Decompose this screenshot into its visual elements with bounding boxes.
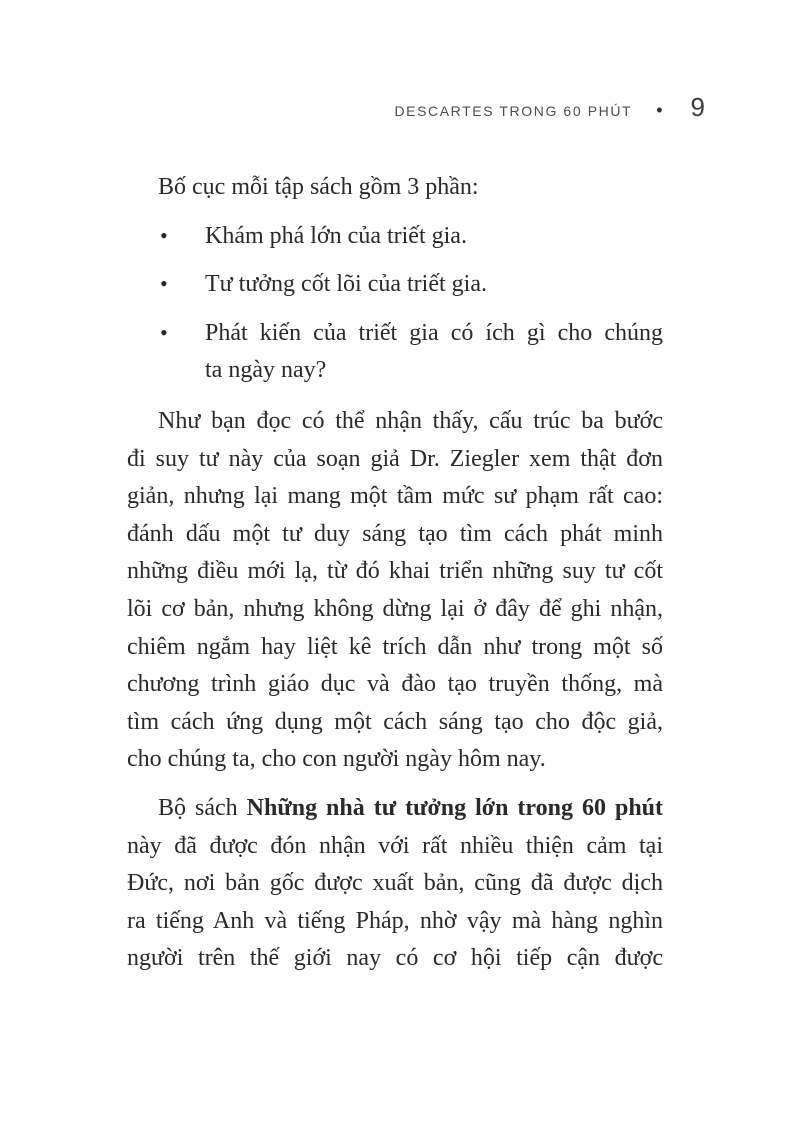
- text-line: chiêm ngắm hay liệt kê trích dẫn như trong một số: [127, 633, 663, 660]
- text-segment: Bộ sách: [158, 794, 247, 821]
- text-column: [127, 169, 663, 989]
- text-line: chương trình giáo dục và đào tạo truyền thống, mà: [127, 671, 663, 698]
- text-line: Đức, nơi bản gốc được xuất bản, cũng đã được dịch: [127, 870, 663, 897]
- text-line: những điều mới lạ, từ đó khai triển những suy tư cốt: [127, 558, 663, 585]
- text-line: đi suy tư này của soạn giả Dr. Ziegler xem thật đơn: [127, 445, 663, 472]
- bullet-icon: •: [160, 319, 168, 345]
- bullet-list: [127, 218, 663, 390]
- bullet-item: [127, 218, 663, 256]
- text-line: tìm cách ứng dụng một cách sáng tạo cho độc giả,: [127, 708, 663, 735]
- bullet-icon: •: [160, 222, 168, 248]
- separator-dot-icon: •: [656, 100, 663, 120]
- bullet-item: [127, 315, 663, 390]
- paragraph: [127, 403, 663, 779]
- book-series-title: Những nhà tư tưởng lớn trong 60 phút: [246, 794, 664, 821]
- text-line: [127, 790, 663, 828]
- text-line: cho chúng ta, cho con người ngày hôm nay.: [127, 746, 546, 773]
- text-line: người trên thế giới nay có cơ hội tiếp cận được: [127, 945, 663, 972]
- bullet-icon: •: [160, 271, 168, 297]
- bullet-line: Khám phá lớn của triết gia.: [205, 222, 467, 249]
- text-line: giản, nhưng lại mang một tầm mức sư phạm rất cao:: [127, 483, 663, 510]
- bullet-line: Phát kiến của triết gia có ích gì cho chúng: [205, 319, 663, 346]
- page-number: 9: [690, 92, 705, 122]
- running-title: DESCARTES TRONG 60 PHÚT: [394, 103, 633, 119]
- bullet-item: [127, 266, 663, 304]
- intro-paragraph: [127, 169, 663, 207]
- text-line: lõi cơ bản, nhưng không dừng lại ở đây để ghi nhận,: [127, 595, 663, 622]
- bullet-line: Tư tưởng cốt lõi của triết gia.: [205, 271, 487, 298]
- text-line: ra tiếng Anh và tiếng Pháp, nhờ vậy mà hàng nghìn: [127, 907, 663, 934]
- running-head: [0, 92, 705, 123]
- text-line: Bố cục mỗi tập sách gồm 3 phần:: [158, 174, 479, 200]
- text-line: Như bạn đọc có thể nhận thấy, cấu trúc ba bước: [158, 407, 663, 434]
- text-line: này đã được đón nhận với rất nhiều thiện cảm tại: [127, 832, 663, 859]
- text-line: đánh dấu một tư duy sáng tạo tìm cách phát minh: [127, 520, 663, 547]
- bullet-line: ta ngày nay?: [205, 357, 327, 384]
- paragraph: [127, 790, 663, 978]
